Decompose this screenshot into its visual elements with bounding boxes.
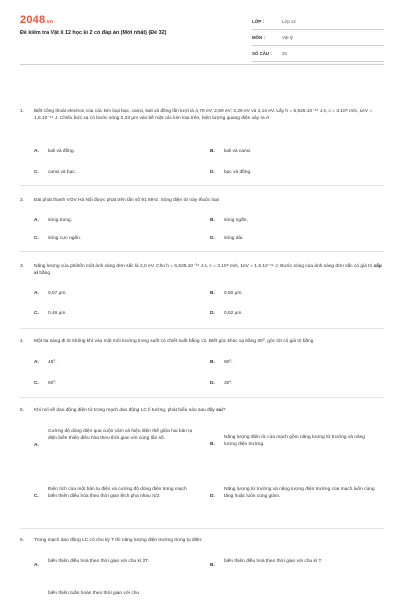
question-4 <box>20 338 382 345</box>
stem-text: Khi nói về dao động điện từ trong mạch dao động LC lí tưởng, phát biểu nào sau đây <box>34 408 217 413</box>
logo-suffix: .vn <box>45 19 54 25</box>
stem-emphasis: sai <box>216 408 223 413</box>
option-text: Năng lượng điện từ của mạch gồm năng lượng từ trường và năng lượng điện trường. <box>224 435 365 447</box>
option-text: sóng cực ngắn. <box>48 236 82 241</box>
question-stem: Một tia sáng đi từ không khí vào một môi trường trong suốt có chiết suất bằng √2. Biết góc khúc xạ bằng 30⁰, góc tới có giá trị bằng <box>34 339 314 344</box>
question-divider <box>20 185 384 186</box>
option-text: biến thiên điều hoà theo thời gian với chu kì T. <box>224 559 323 564</box>
meta-value: Vật lý <box>282 35 293 40</box>
question-divider <box>20 251 384 252</box>
option-label: B. <box>210 291 215 296</box>
option-text: 45⁰. <box>48 360 57 365</box>
option-label: A. <box>34 149 39 154</box>
option-text: biến thiên điều hoà theo thời gian với chu kì 2T. <box>48 559 149 564</box>
option-text: 0,57 μm. <box>48 291 67 296</box>
option-label: D. <box>210 381 215 386</box>
option-label: A. <box>34 443 39 448</box>
stem-text-end: bằng <box>38 271 51 277</box>
meta-value: Lớp 12 <box>282 19 296 24</box>
question-divider <box>20 528 384 529</box>
option-text: 90⁰. <box>224 360 233 365</box>
question-divider <box>20 397 384 398</box>
meta-value: 25 <box>282 51 287 56</box>
option-text: biến thiên tuần hoàn theo thời gian với chu <box>48 591 140 596</box>
option-label: C. <box>34 236 39 241</box>
option-label: B. <box>210 442 215 447</box>
question-number: 2. <box>20 198 25 203</box>
option-label: A. <box>34 218 39 223</box>
option-label: A. <box>34 360 39 365</box>
question-stem: Trong mạch dao động LC có chu kỳ T thì năng lượng điện trường trong tụ điện: <box>34 538 203 543</box>
question-number: 3. <box>20 264 25 269</box>
option-label: B. <box>210 360 215 365</box>
option-label: B. <box>210 149 215 154</box>
meta-row-count <box>252 46 384 62</box>
option-text: 0,62 μm. <box>224 311 243 316</box>
option-text: sóng trung. <box>48 218 73 223</box>
question-2 <box>20 197 382 204</box>
question-stem: Đài phát thanh VOV Hà Nội được phát trên tần số 91 MHz. Sóng điện từ này thuộc loại <box>34 198 220 203</box>
site-logo[interactable] <box>20 14 53 26</box>
question-stem <box>34 407 382 414</box>
option-text: 30⁰. <box>224 381 233 386</box>
option-label: A. <box>34 291 39 296</box>
option-text: canxi và bạc. <box>48 170 76 175</box>
option-label: A. <box>34 563 39 568</box>
question-5 <box>20 407 382 414</box>
stem-text-end: ? <box>222 408 226 413</box>
question-number: 4. <box>20 339 25 344</box>
option-text: 0,60 μm. <box>224 291 243 296</box>
stem-emphasis: xấp xỉ <box>34 264 382 277</box>
option-label: C. <box>34 311 39 316</box>
option-text: 0,46 μm. <box>48 311 67 316</box>
meta-key: SỐ CÂU : <box>252 51 272 56</box>
option-text: sóng ngắn. <box>224 218 248 223</box>
option-label: D. <box>210 170 215 175</box>
meta-key: MÔN : <box>252 35 265 40</box>
question-stem: Biết công thoát electron của các kim loại bạc, canxi, kali và đồng lần lượt là 4,78 eV; 2,89 eV; 2,26 eV và 4,14 eV. Lấy h = 6,625.10⁻³⁴ J.s, c = 3.10⁸ m/s, 1eV = 1,6.10⁻¹⁹ J. Chiếu bức xạ có bước sóng 0,33 μm vào bề mặt các kim loại trên, hiện tượng quang điện xảy ra ở <box>34 109 373 122</box>
option-label: C. <box>34 494 39 499</box>
option-label: C. <box>34 381 39 386</box>
option-label: C. <box>34 170 39 175</box>
meta-key: LỚP : <box>252 19 264 24</box>
header-divider <box>20 64 384 65</box>
question-number: 1. <box>20 109 25 114</box>
option-text: Điện tích của một bản tụ điện và cường độ dòng điện trong mạch biến thiên điều hòa theo thời gian lệch pha nhau π/2. <box>48 487 187 499</box>
option-label: D. <box>210 236 215 241</box>
logo-text: 2048 <box>20 14 46 26</box>
option-label: B. <box>210 563 215 568</box>
option-text: kali và đồng. <box>48 149 75 154</box>
meta-row-subject <box>252 30 384 46</box>
option-label: D. <box>210 494 215 499</box>
exam-title: Đề kiểm tra Vật lí 12 học kì 2 có đáp án (Mới nhất) (Đề 32) <box>20 30 167 36</box>
question-stem <box>34 263 382 277</box>
question-divider <box>20 328 384 329</box>
stem-text: Năng lượng của phôtôn một ánh sáng đơn sắc là 2,0 eV. Cho h = 6,625.10⁻³⁴ J.s, c = 3.10⁸ m/s, 1eV = 1,6.10⁻¹⁹ J. Bước sóng của ánh sáng đơn sắc có giá trị <box>34 264 374 269</box>
question-number: 5. <box>20 408 25 413</box>
option-text: 60⁰. <box>48 381 57 386</box>
meta-row-class <box>252 14 384 30</box>
question-3 <box>20 263 382 277</box>
option-text: bạc và đồng. <box>224 170 252 175</box>
option-label: D. <box>210 311 215 316</box>
option-label: B. <box>210 218 215 223</box>
exam-meta <box>252 14 384 62</box>
question-1 <box>20 108 382 122</box>
question-6 <box>20 537 382 544</box>
option-text: Năng lượng từ trường và năng lượng điện trường của mạch luôn cùng tăng hoặc luôn cùng giảm. <box>224 487 375 499</box>
option-text: sóng dài. <box>224 236 244 241</box>
question-number: 6. <box>20 538 25 543</box>
option-text: kali và canxi. <box>224 149 252 154</box>
option-text: Cường độ dòng điện qua cuộn cảm và hiệu điện thế giữa hai bản tụ điện biến thiên điều hòa theo thời gian với cùng tần số. <box>48 429 193 441</box>
